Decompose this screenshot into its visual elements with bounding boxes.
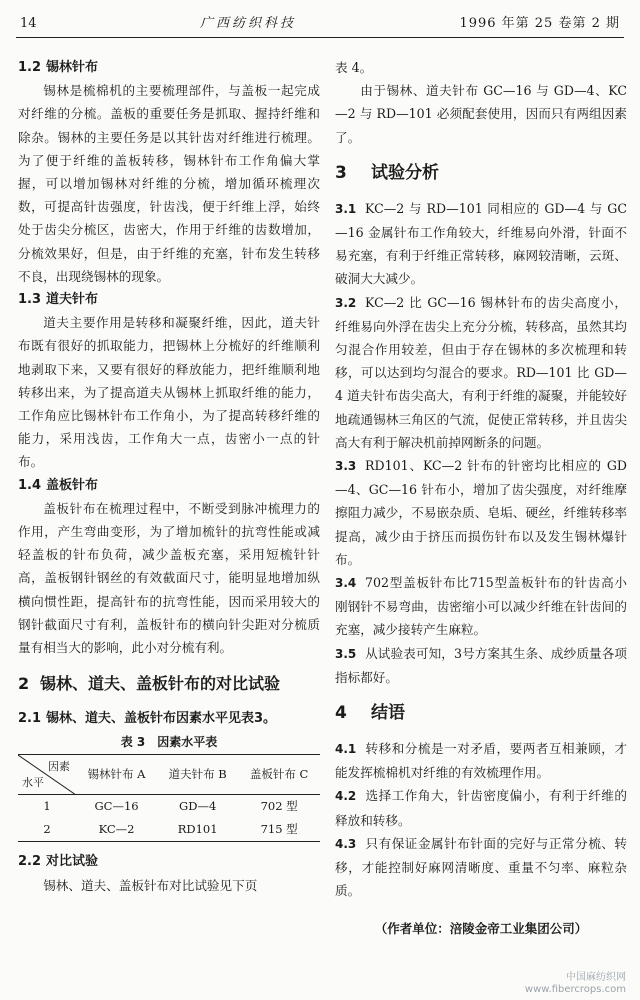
table-header-cell: 盖板针布 C: [249, 767, 309, 782]
paragraph: 盖板针布在梳理过程中，不断受到脉冲梳理力的作用，产生弯曲变形，为了增加梳针的抗弯性能或减轻盖板的针布负荷，减少盖板充塞，采用短梳针针高，盖板钢针钢丝的有效截面尺寸，能明显地增加纵横向惯性距，提高针布的抗弯性能，因而采用较大的钢针截面尺寸有利，盖板针布的横向针尖距对分梳质量有相当大的影响，此小对分梳有利。: [18, 500, 320, 656]
section-heading-4: 4 结语: [335, 703, 405, 724]
table-header-cell: 道夫针布 B: [168, 767, 227, 782]
table-header-row: [18, 755, 320, 795]
page-number: 14: [20, 16, 37, 31]
issue-info: 1996 年第 25 卷第 2 期: [459, 16, 620, 31]
section-heading-1-3: 1.3 道夫针布: [18, 292, 99, 308]
corner-factor-label: 因素: [48, 760, 70, 774]
section-heading-1-2: 1.2 锡林针布: [18, 60, 99, 75]
list-item: 4.1 转移和分梳是一对矛盾，要两者互相兼顾，才能发挥梳棉机对纤维的有效梳理作用。: [335, 741, 627, 781]
paragraph: 由于锡林、道夫针布 GC—16 与 GD—4、KC—2 与 RD—101 必须配套使用，因而只有两组因素了。: [335, 83, 627, 145]
section-heading-2-2: 2.2 对比试验: [18, 854, 99, 870]
site-watermark: [525, 972, 626, 996]
header-rule: [16, 37, 624, 38]
table-cell: GC—16: [94, 799, 139, 814]
table-cell: RD101: [177, 822, 218, 837]
paragraph: 锡林是梳棉机的主要梳理部件，与盖板一起完成对纤维的分梳。盖板的重要任务是抓取、握持纤维和除杂。锡林的主要任务是以其针齿对纤维进行梳理。为了便于纤维的盖板转移，锡林针布工作角偏大掌握，可以增加锡林对纤维的分梳，增加循环梳理次数，可提高针齿强度，针齿浅，便于纤维上浮，始终处于齿尖分梳区，齿密大，作用于纤维的齿数增加，分梳效果好，但是，由于纤维的充塞，针布发生转移不良，出现绕锡林的现象。: [18, 83, 320, 284]
table-caption: 表 3 因素水平表: [120, 735, 218, 750]
list-item: 3.4 702型盖板针布比715型盖板针布的针齿高小刚钢针不易弯曲，齿密缩小可以减少纤维在针齿间的充塞，减少接转产生麻粒。: [335, 575, 627, 638]
table-cell-level: 2: [43, 822, 51, 837]
list-item: 3.1 KC—2 与 RD—101 同相应的 GD—4 与 GC—16 金属针布工作角较大，纤维易向外滑，针面不易充塞，有利于纤维正常转移，麻网较清晰，云斑、破洞大大减少。: [335, 200, 627, 287]
list-item: 3.3 RD101、KC—2 针布的针密均比相应的 GD—4、GC—16 针布小，增加了齿尖强度，对纤维摩擦阻力减少，不易嵌杂质、皂垢、硬丝，纤维转移率提高，减少由于挤压而损伤针布以及发生锡林爆针布。: [335, 458, 627, 567]
section-heading-2: 2 锡林、道夫、盖板针布的对比试验: [18, 674, 281, 694]
watermark-url: www.fibercrops.com: [524, 984, 626, 995]
table-corner-cell: [18, 755, 76, 795]
author-affiliation: （作者单位：涪陵金帝工业集团公司）: [374, 920, 588, 936]
table-row: [18, 795, 320, 819]
table-cell: GD—4: [179, 799, 217, 814]
table-header-cell: 锡林针布 A: [87, 767, 146, 782]
running-head: [20, 10, 620, 34]
factor-level-table: [18, 754, 320, 842]
right-column: [335, 56, 627, 1000]
watermark-name: 中国麻纺织网: [566, 972, 626, 983]
section-heading-1-4: 1.4 盖板针布: [18, 477, 99, 493]
table-cell: 715 型: [260, 822, 298, 837]
list-item: 3.5 从试验表可知，3号方案其生条、成纱质量各项指标都好。: [335, 645, 627, 685]
section-heading-3: 3 试验分析: [335, 162, 439, 183]
list-item: 4.3 只有保证金属针布针面的完好与正常分梳、转移，才能控制好麻网清晰度、重量不匀率、麻粒杂质。: [335, 835, 627, 899]
table-cell: KC—2: [98, 822, 135, 837]
corner-level-label: 水平: [22, 776, 44, 790]
table-cell-level: 1: [43, 799, 51, 814]
paragraph: 道夫主要作用是转移和凝聚纤维，因此，道夫针布既有很好的抓取能力，把锡林上分梳好的纤维顺利地剥取下来，又要有很好的释放能力，把纤维顺利地转移出来，为了提高道夫从锡林上抓取纤维的能力，工作角应比锡林针布工作角小，为了提高转移纤维的能力，采用浅齿，工作角大一点，齿密小一点的针布。: [18, 315, 320, 470]
table-row: [18, 818, 320, 842]
paragraph-continued: 表 4。: [335, 60, 373, 75]
list-item: 3.2 KC—2 比 GC—16 锡林针布的齿尖高度小，纤维易向外浮在齿尖上充分分梳，转移高，虽然其均匀混合作用较差，但由于存在锡林的多次梳理和转移，可以达到均匀混合的要求。RD—101 比 GD—4 道夫针布齿尖高大，有利于纤维的凝聚，并能较好地疏通锡林三角区的气流，促使正常转移，并且齿尖高大有利于解决机前掉网断条的问题。: [335, 294, 627, 450]
table-cell: 702 型: [260, 799, 298, 814]
list-item: 4.2 选择工作角大，针齿密度偏小，有利于纤维的释放和转移。: [335, 788, 627, 828]
journal-title: 广西纺织科技: [199, 16, 296, 31]
section-heading-2-1: 2.1 锡林、道夫、盖板针布因素水平见表3。: [18, 711, 277, 727]
paragraph: 锡林、道夫、盖板针布对比试验见下页: [43, 877, 258, 893]
left-column: [18, 56, 320, 1000]
